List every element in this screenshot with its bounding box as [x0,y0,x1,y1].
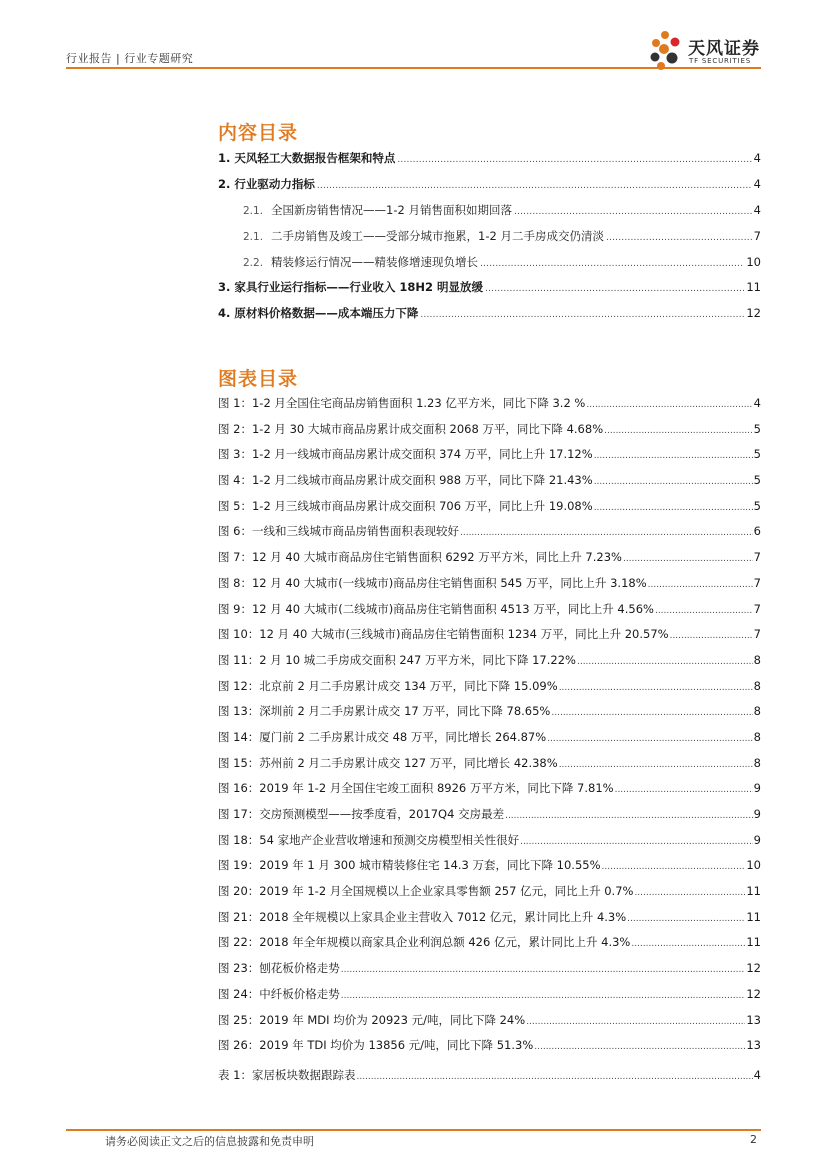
figure-entry-text: 图 6：一线和三线城市商品房销售面积表现较好 [218,524,459,539]
figure-entry-text: 图 7：12 月 40 大城市商品房住宅销售面积 6292 万平方米，同比上升 7.23% [218,550,622,565]
figure-entry-page: 9 [753,832,761,847]
figure-entry[interactable] [218,468,761,494]
figure-entry-page: 8 [753,704,761,719]
figure-entry-page: 6 [753,524,761,539]
figure-entry-page: 5 [753,447,761,462]
footer-disclaimer[interactable]: 请务必阅读正文之后的信息披露和免责申明 [105,1135,314,1148]
figure-entry-text: 图 16：2019 年 1-2 月全国住宅竣工面积 8926 万平方米，同比下降 7.81% [218,781,614,796]
figure-entry-text: 图 12：北京前 2 月二手房累计成交 134 万平，同比下降 15.09% [218,678,558,693]
figure-entry[interactable] [218,597,761,623]
figure-entry[interactable] [218,982,761,1008]
dot-leader [397,148,751,174]
contents-entry[interactable] [218,172,761,198]
contents-entry[interactable] [218,146,761,172]
contents-entry-text: 3. 家具行业运行指标——行业收入 18H2 明显放缓 [218,280,484,295]
figure-entry[interactable] [218,674,761,700]
logo-text-en: TF SECURITIES [689,57,751,65]
table-entry-text: 表 1：家居板块数据跟踪表 [218,1068,356,1082]
figure-entry[interactable] [218,571,761,597]
figure-entry[interactable] [218,802,761,828]
dot-leader [505,804,753,830]
figure-entry-page: 5 [753,498,761,513]
figure-entry-page: 7 [753,575,761,590]
dot-leader [602,855,746,881]
contents-entry-page: 10 [746,254,761,269]
dot-leader [534,1035,745,1061]
contents-entry-page: 4 [753,151,761,165]
dot-leader [485,277,744,303]
company-logo [648,28,763,72]
figure-entry[interactable] [218,853,761,879]
page-number: 2 [750,1133,757,1146]
contents-entry-text: 4. 原材料价格数据——成本端压力下降 [218,306,419,321]
figure-entry-text: 图 9：12 月 40 大城市(二线城市)商品房住宅销售面积 4513 万平，同比上升 4.56% [218,601,654,616]
figure-entry-text: 图 10：12 月 40 大城市(三线城市)商品房住宅销售面积 1234 万平，同比上升 20.57% [218,627,669,642]
dot-leader [615,778,753,804]
dot-leader [341,958,746,984]
dot-leader [551,701,752,727]
contents-entry-text: 全国新房销售情况——1-2 月销售面积如期回落 [271,202,512,217]
figure-entry-text: 图 14：厦门前 2 二手房累计成交 48 万平，同比增长 264.87% [218,729,547,744]
dot-leader [586,393,752,419]
contents-entry-text: 2. 行业驱动力指标 [218,176,315,191]
figure-entry-page: 9 [753,781,761,796]
contents-entry-page: 11 [746,280,761,295]
figure-entry[interactable] [218,751,761,777]
figure-entry-text: 图 21：2018 全年规模以上家具企业主营收入 7012 亿元，累计同比上升 4.3% [218,909,627,924]
dot-leader [577,650,753,676]
dot-leader [547,727,752,753]
contents-entry-text: 精装修运行情况——精装修增速现负增长 [271,254,479,269]
tables-list [218,1063,761,1089]
contents-entry[interactable] [218,250,761,276]
contents-entry-number: 2.2. [243,256,264,269]
dot-leader [559,676,753,702]
contents-entry-page: 12 [746,306,761,321]
table-entry[interactable] [218,1063,761,1089]
figure-entry-page: 10 [746,858,761,873]
dot-leader [460,521,753,547]
figures-list [218,391,761,1059]
figure-entry-text: 图 15：苏州前 2 月二手房累计成交 127 万平，同比增长 42.38% [218,755,558,770]
dot-leader [627,907,745,933]
figure-entry-text: 图 11：2 月 10 城二手房成交面积 247 万平方米，同比下降 17.22% [218,652,576,667]
figure-entry-page: 8 [753,678,761,693]
figure-entry-text: 图 25：2019 年 MDI 均价为 20923 元/吨，同比下降 24% [218,1012,526,1027]
figure-entry-text: 图 2：1-2 月 30 大城市商品房累计成交面积 2068 万平，同比下降 4.68% [218,421,604,436]
contents-entry-page: 4 [753,202,761,217]
figure-entry[interactable] [218,1033,761,1059]
dot-leader [606,226,752,252]
figure-entry-page: 13 [746,1038,761,1053]
figure-entry[interactable] [218,442,761,468]
contents-entry[interactable] [218,198,761,224]
footer-divider [66,1129,761,1131]
figure-entry-text: 图 24：中纤板价格走势 [218,986,340,1001]
figure-entry-text: 图 13：深圳前 2 月二手房累计成交 17 万平，同比下降 78.65% [218,704,551,719]
figure-entry[interactable] [218,391,761,417]
logo-mark-icon [648,28,688,72]
figure-entry[interactable] [218,905,761,931]
dot-leader [356,1065,752,1091]
contents-entry-text: 二手房销售及竣工——受部分城市拖累，1-2 月二手房成交仍清淡 [271,228,604,243]
figure-entry-page: 11 [746,884,761,899]
dot-leader [634,881,745,907]
figure-entry-text: 图 4：1-2 月二线城市商品房累计成交面积 988 万平，同比下降 21.43% [218,473,593,488]
figure-entry[interactable] [218,622,761,648]
figure-entry-page: 11 [746,935,761,950]
figure-entry[interactable] [218,519,761,545]
figure-entry-text: 图 3：1-2 月一线城市商品房累计成交面积 374 万平，同比上升 17.12% [218,447,593,462]
figure-entry-text: 图 17：交房预测模型——按季度看，2017Q4 交房最差 [218,807,505,821]
figure-entry-page: 8 [753,652,761,667]
dot-leader [420,303,744,329]
dot-leader [514,200,752,226]
dot-leader [559,753,753,779]
figure-entry-page: 5 [753,421,761,436]
contents-entry[interactable] [218,275,761,301]
logo-text-cn: 天风证券 [688,39,760,59]
figure-entry-page: 7 [753,601,761,616]
dot-leader [594,470,753,496]
contents-entry[interactable] [218,301,761,327]
figure-entry-page: 5 [753,473,761,488]
figure-entry-page: 7 [753,550,761,565]
figure-entry-text: 图 18：54 家地产企业营收增速和预测交房模型相关性很好 [218,832,520,847]
figure-entry-page: 12 [746,961,761,976]
contents-entry-page: 7 [753,228,761,243]
figure-entry-page: 12 [746,986,761,1001]
contents-entry-number: 2.1. [243,230,264,243]
dot-leader [520,830,753,856]
figure-entry-text: 图 22：2018 年全年规模以商家具企业利润总额 426 亿元，累计同比上升 4.3% [218,935,631,950]
dot-leader [623,547,753,573]
dot-leader [655,599,753,625]
figure-entry[interactable] [218,930,761,956]
contents-entry-text: 1. 天风轻工大数据报告框架和特点 [218,151,396,165]
figure-entry[interactable] [218,545,761,571]
figure-entry-page: 8 [753,755,761,770]
figure-entry[interactable] [218,648,761,674]
figure-entry[interactable] [218,1008,761,1034]
table-entry-page: 4 [753,1068,761,1082]
figure-entry-page: 7 [753,627,761,642]
figure-entry-text: 图 20：2019 年 1-2 月全国规模以上企业家具零售额 257 亿元，同比上升 0.7% [218,884,634,899]
figure-entry-text: 图 23：刨花板价格走势 [218,961,340,976]
figure-entry-page: 9 [753,807,761,821]
figure-entry[interactable] [218,828,761,854]
figure-entry-page: 13 [746,1012,761,1027]
dot-leader [341,984,746,1010]
dot-leader [317,174,752,200]
dot-leader [631,932,745,958]
header-breadcrumb: 行业报告 | 行业专题研究 [66,52,194,65]
dot-leader [604,419,753,445]
figure-entry-text: 图 5：1-2 月三线城市商品房累计成交面积 706 万平，同比上升 19.08% [218,498,593,513]
contents-list [218,146,761,327]
figure-entry[interactable] [218,494,761,520]
figure-entry[interactable] [218,776,761,802]
dot-leader [594,444,753,470]
figure-entry-text: 图 8：12 月 40 大城市(一线城市)商品房住宅销售面积 545 万平，同比上升 3.18% [218,575,647,590]
figures-title: 图表目录 [218,368,299,390]
figure-entry[interactable] [218,956,761,982]
dot-leader [480,252,744,278]
contents-title: 内容目录 [218,122,299,144]
figure-entry[interactable] [218,417,761,443]
figure-entry[interactable] [218,879,761,905]
figure-entry[interactable] [218,699,761,725]
dot-leader [526,1010,745,1036]
contents-entry-number: 2.1. [243,204,264,217]
dot-leader [648,573,753,599]
figure-entry-text: 图 19：2019 年 1 月 300 城市精装修住宅 14.3 万套，同比下降 10.55% [218,858,601,873]
contents-entry[interactable] [218,224,761,250]
figure-entry-text: 图 1：1-2 月全国住宅商品房销售面积 1.23 亿平方米，同比下降 3.2 % [218,396,586,410]
figure-entry-page: 4 [753,396,761,410]
figure-entry[interactable] [218,725,761,751]
contents-entry-page: 4 [753,176,761,191]
figure-entry-text: 图 26：2019 年 TDI 均价为 13856 元/吨，同比下降 51.3% [218,1038,534,1053]
dot-leader [670,624,753,650]
figure-entry-page: 8 [753,729,761,744]
figure-entry-page: 11 [746,909,761,924]
dot-leader [594,496,753,522]
